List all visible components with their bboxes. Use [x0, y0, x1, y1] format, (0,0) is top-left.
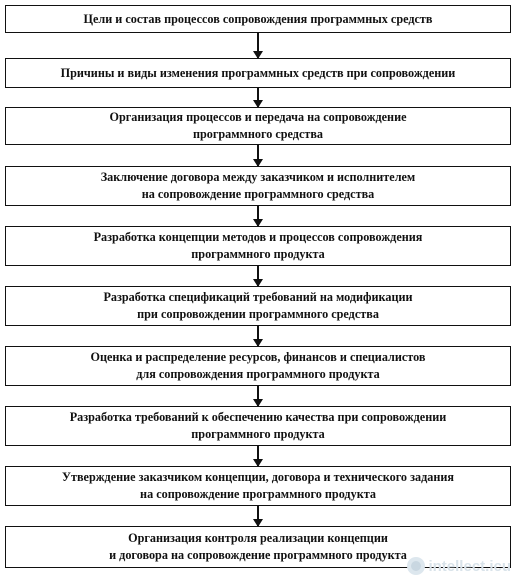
flow-step-text: Оценка и распределение ресурсов, финансов и специалистов: [90, 350, 426, 364]
flow-step-text: и договора на сопровождение программного продукта: [109, 548, 407, 562]
flow-arrow-down-icon: [257, 506, 259, 526]
flow-step-6: [5, 286, 511, 326]
flow-step-text: Причины и виды изменения программных средств при сопровождении: [60, 65, 456, 80]
flow-step-3: [5, 107, 511, 145]
flow-arrow-down-icon: [257, 145, 259, 166]
flow-step-8: [5, 406, 511, 446]
watermark: [407, 557, 511, 575]
flow-arrow-down-icon: [257, 266, 259, 286]
flow-arrow-down-icon: [257, 326, 259, 346]
flow-step-text: Заключение договора между заказчиком и исполнителем: [100, 170, 416, 184]
flow-step-text: Организация контроля реализации концепции: [128, 531, 388, 545]
globe-icon: [407, 557, 425, 575]
flow-step-text: программного средства: [192, 127, 324, 141]
watermark-text: intellect.icu: [428, 557, 511, 575]
flow-step-1: [5, 5, 511, 33]
flow-step-text: Организация процессов и передача на сопровождение: [109, 110, 407, 124]
flow-step-text: на сопровождение программного продукта: [140, 487, 376, 501]
flow-step-4: [5, 166, 511, 206]
flow-step-text: на сопровождение программного средства: [141, 187, 375, 201]
flow-step-text: при сопровождении программного средства: [137, 307, 379, 321]
flow-step-2: [5, 58, 511, 88]
flow-step-text: Цели и состав процессов сопровождения программных средств: [83, 11, 433, 26]
flow-arrow-down-icon: [257, 88, 259, 107]
flow-step-text: Разработка спецификаций требований на модификации: [103, 290, 413, 304]
flow-step-text: программного продукта: [191, 427, 325, 441]
flow-step-text: Утверждение заказчиком концепции, договора и технического задания: [62, 470, 454, 484]
flow-step-text: Разработка требований к обеспечению качества при сопровождении: [69, 410, 447, 424]
flow-step-text: программного продукта: [191, 247, 325, 261]
flow-step-9: [5, 466, 511, 506]
flow-step-text: для сопровождения программного продукта: [136, 367, 380, 381]
flow-arrow-down-icon: [257, 386, 259, 406]
flow-arrow-down-icon: [257, 446, 259, 466]
flow-step-5: [5, 226, 511, 266]
flow-step-text: Разработка концепции методов и процессов сопровождения: [93, 230, 423, 244]
flow-arrow-down-icon: [257, 206, 259, 226]
flow-step-7: [5, 346, 511, 386]
flow-arrow-down-icon: [257, 33, 259, 58]
